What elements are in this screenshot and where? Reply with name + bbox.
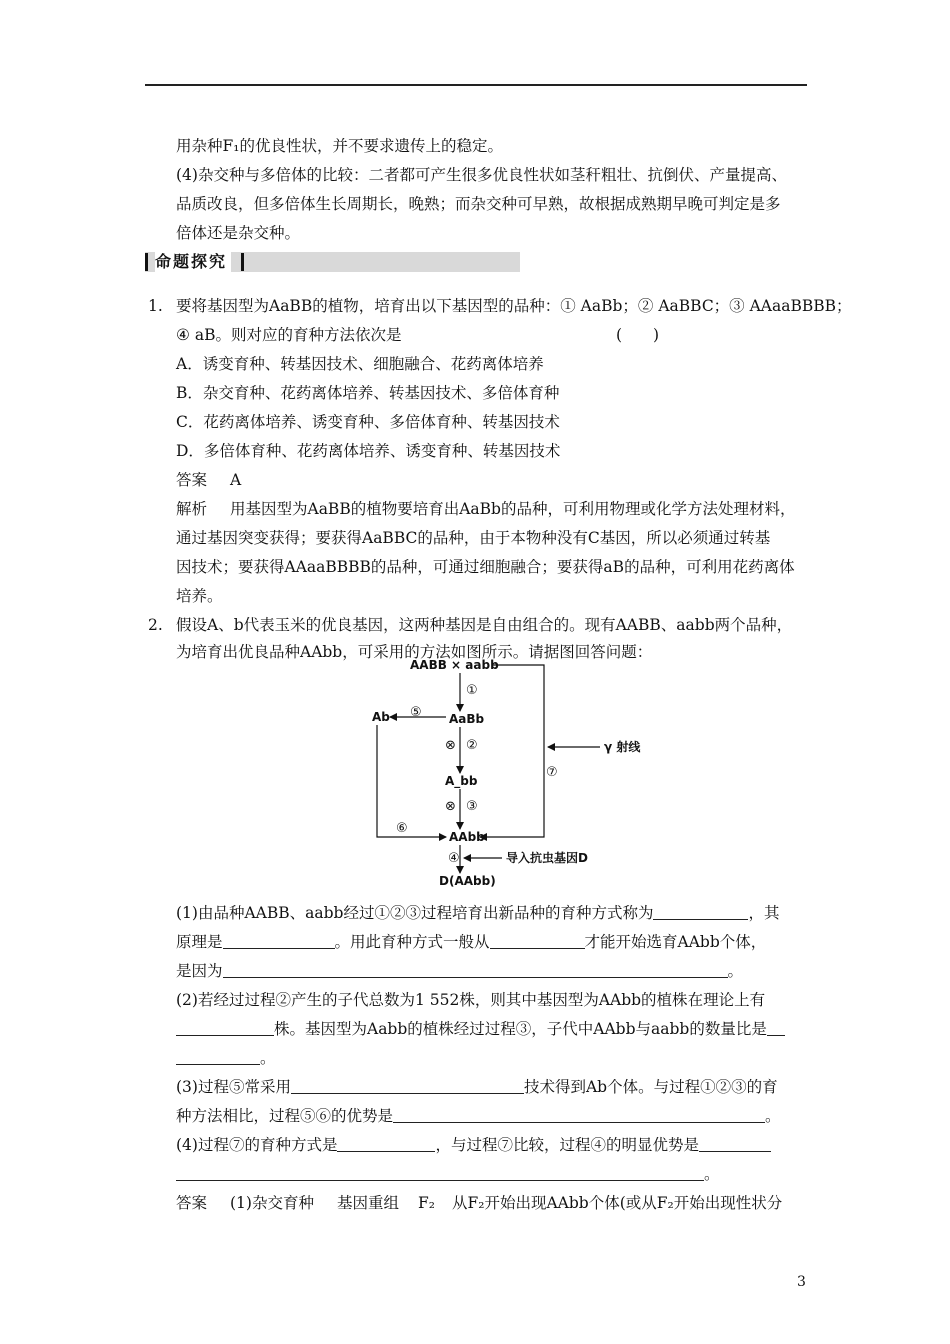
header-rule xyxy=(145,84,807,86)
q1-answer-label: 答案 xyxy=(176,471,208,489)
diagram-haploid: Ab xyxy=(372,710,390,724)
step-7-label: ⑦ xyxy=(546,765,558,780)
intro-line-1: 用杂种F₁的优良性状，并不要求遗传上的稳定。 xyxy=(176,137,503,155)
q2-part1-line-3: 是因为 。 xyxy=(176,962,744,980)
diagram-f1: AaBb xyxy=(449,712,485,726)
diagram-parents: AABB × aabb xyxy=(410,658,499,672)
blank-2-2b[interactable] xyxy=(176,1049,260,1065)
q2-part4-line-2: 。 xyxy=(176,1164,720,1184)
breeding-diagram xyxy=(360,655,650,890)
blank-4-2b[interactable] xyxy=(176,1165,704,1181)
q2-part4-line-1: (4)过程⑦的育种方式是 ，与过程⑦比较，过程④的明显优势是 xyxy=(176,1135,771,1155)
diagram-mid: A_bb xyxy=(445,774,478,788)
q2-stem-line-1: 假设A、b代表玉米的优良基因，这两种基因是自由组合的。现有AABB、aabb两个品种， xyxy=(176,616,793,634)
q2-part3-line-1: (3)过程⑤常采用 技术得到Ab个体。与过程①②③的育 xyxy=(176,1078,778,1096)
step-3-label: ③ xyxy=(466,799,478,814)
diagram-target: AAbb xyxy=(449,830,485,844)
blank-4-2a[interactable] xyxy=(699,1136,771,1152)
step-4-label: ④ xyxy=(448,851,460,866)
blank-3-2[interactable] xyxy=(393,1107,765,1123)
blank-3-1[interactable] xyxy=(291,1078,524,1094)
blank-2-2a[interactable] xyxy=(767,1020,785,1036)
q1-answer: A xyxy=(230,471,242,489)
q1-stem-line-1: 要将基因型为AaBB的植物，培育出以下基因型的品种：① AaBb；② AaBBC；③ AAaaBBBB； xyxy=(176,297,852,315)
blank-1-1[interactable] xyxy=(653,904,748,920)
intro-line-4: 倍体还是杂交种。 xyxy=(176,224,301,242)
q2-part2-line-3: 。 xyxy=(176,1048,276,1068)
q1-option-c: C．花药离体培养、诱变育种、多倍体育种、转基因技术 xyxy=(176,413,560,431)
q2-part1-line-2: 原理是 。用此育种方式一般从 才能开始选育AAbb个体， xyxy=(176,933,767,951)
arrow-step-7 xyxy=(480,665,544,837)
q1-option-d: D．多倍体育种、花药离体培养、诱变育种、转基因技术 xyxy=(176,442,561,460)
blank-4-1[interactable] xyxy=(337,1136,435,1152)
diagram-gene-label: 导入抗虫基因D xyxy=(506,851,588,865)
page-number: 3 xyxy=(797,1274,806,1290)
q1-option-a: A．诱变育种、转基因技术、细胞融合、花药离体培养 xyxy=(176,355,544,373)
q2-part1-line-1: (1)由品种AABB、aabb经过①②③过程培育出新品种的育种方式称为 ，其 xyxy=(176,904,780,922)
q1-analysis-line-4: 培养。 xyxy=(176,587,223,605)
q2-part3-line-2: 种方法相比，过程⑤⑥的优势是 。 xyxy=(176,1107,781,1125)
section-bar-left xyxy=(145,253,148,271)
section-heading xyxy=(145,252,520,272)
self-cross-2-icon: ⊗ xyxy=(445,799,456,814)
intro-line-3: 品质改良，但多倍体生长周期长，晚熟；而杂交种可早熟，故根据成熟期早晚可判定是多 xyxy=(176,195,781,213)
section-bar-right xyxy=(241,253,244,271)
q2-number: 2. xyxy=(148,616,163,634)
step-6-label: ⑥ xyxy=(396,821,408,836)
q1-analysis-line-2: 通过基因突变获得；要获得AaBBC的品种，由于本物种没有C基因，所以必须通过转基 xyxy=(176,529,771,547)
self-cross-1-icon: ⊗ xyxy=(445,738,456,753)
blank-1-4[interactable] xyxy=(223,962,728,978)
step-2-label: ② xyxy=(466,738,478,753)
q2-part2-line-2: 株。基因型为Aabb的植株经过过程③，子代中AAbb与aabb的数量比是 xyxy=(176,1019,785,1039)
q1-analysis-label: 解析 xyxy=(176,500,208,518)
diagram-final: D(AAbb) xyxy=(439,874,496,888)
q1-number: 1. xyxy=(148,297,163,315)
blank-1-2[interactable] xyxy=(223,933,335,949)
q1-stem-line-2: ④ aB。则对应的育种方法依次是 xyxy=(176,326,402,344)
section-title: 命题探究 xyxy=(155,252,231,272)
intro-line-2: (4)杂交种与多倍体的比较：二者都可产生很多优良性状如茎秆粗壮、抗倒伏、产量提高、 xyxy=(176,166,787,184)
q2-stem-line-2: 为培育出优良品种AAbb，可采用的方法如图所示。请据图回答问题： xyxy=(176,643,653,661)
q2-answer-2: 基因重组 xyxy=(337,1194,400,1212)
q2-answer-4: 从F₂开始出现AAbb个体(或从F₂开始出现性状分 xyxy=(452,1194,783,1212)
diagram-ray-label: γ 射线 xyxy=(604,740,641,754)
step-5-label: ⑤ xyxy=(410,705,422,720)
q2-answer-1: (1)杂交育种 xyxy=(230,1194,314,1212)
q2-answer-label: 答案 xyxy=(176,1194,208,1212)
q2-answer-3: F₂ xyxy=(418,1194,435,1212)
blank-2-1[interactable] xyxy=(176,1020,274,1036)
q1-answer-bracket: ( ) xyxy=(616,326,660,344)
q1-option-b: B．杂交育种、花药离体培养、转基因技术、多倍体育种 xyxy=(176,384,560,402)
blank-1-3[interactable] xyxy=(490,933,585,949)
q2-part2-line-1: (2)若经过过程②产生的子代总数为1 552株，则其中基因型为AAbb的植株在理论上有 xyxy=(176,991,766,1009)
arrow-step-6 xyxy=(377,725,446,837)
step-1-label: ① xyxy=(466,683,478,698)
q1-analysis-line-3: 因技术；要获得AAaaBBBB的品种，可通过细胞融合；要获得aB的品种，可利用花药离体 xyxy=(176,558,795,576)
q1-analysis-line-1: 用基因型为AaBB的植物要培育出AaBb的品种，可利用物理或化学方法处理材料， xyxy=(230,500,796,518)
